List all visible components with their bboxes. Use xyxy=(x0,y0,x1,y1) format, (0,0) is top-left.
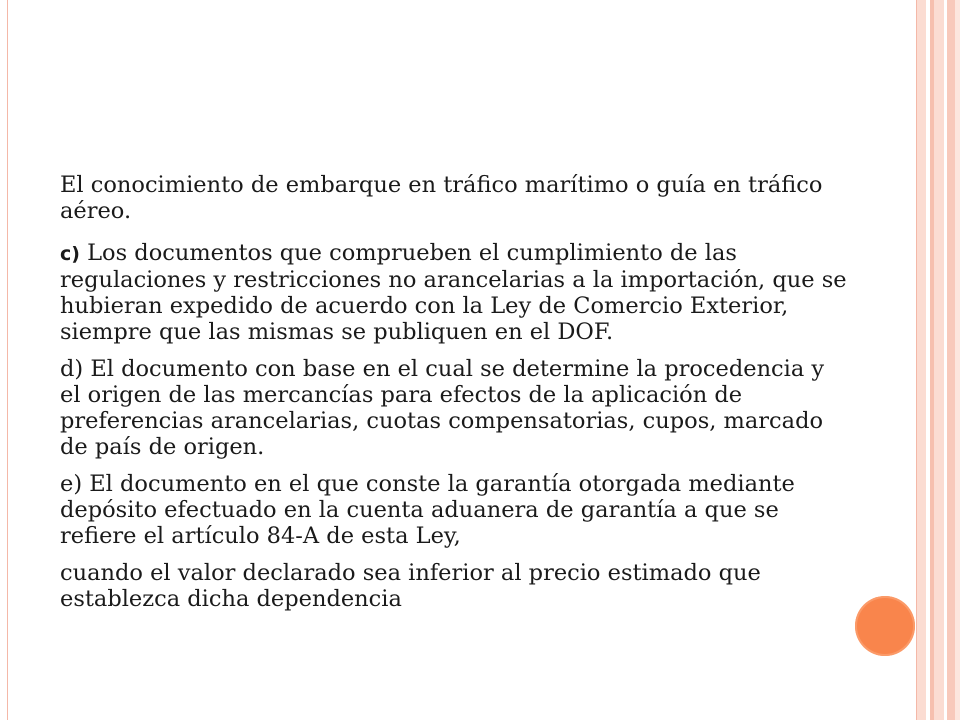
paragraph-text: e) El documento en el que conste la garantía otorgada mediante depósito efectuado en la cuenta aduanera de garantía a que se refiere el artículo 84-A de esta Ley, xyxy=(60,471,795,549)
decorative-stripe xyxy=(917,0,926,720)
paragraph-text: Los documentos que comprueben el cumplimiento de las regulaciones y restricciones no arancelarias a la importación, que se hubieran expedido de acuerdo con la Ley de Comercio Exterior, siempre que las mismas se publiquen en el DOF. xyxy=(60,240,847,345)
paragraph-item-e xyxy=(60,471,850,549)
paragraph-text: El conocimiento de embarque en tráfico marítimo o guía en tráfico aéreo. xyxy=(60,172,823,224)
decorative-stripe xyxy=(955,0,960,720)
accent-circle xyxy=(855,596,915,656)
decorative-stripe xyxy=(934,0,944,720)
item-c-marker: c) xyxy=(60,243,80,265)
paragraph-text: cuando el valor declarado sea inferior al precio estimado que establezca dicha dependencia xyxy=(60,560,761,612)
paragraph-bill-of-lading xyxy=(60,172,850,224)
paragraph-declared-value xyxy=(60,560,850,612)
paragraph-text: d) El documento con base en el cual se determine la procedencia y el origen de las mercancías para efectos de la aplicación de preferencias arancelarias, cuotas compensatorias, cupos, marcado de país de origen. xyxy=(60,356,825,460)
decorative-stripe xyxy=(947,0,955,720)
paragraph-item-d xyxy=(60,356,850,460)
slide-body xyxy=(60,172,850,623)
paragraph-item-c xyxy=(60,240,850,345)
